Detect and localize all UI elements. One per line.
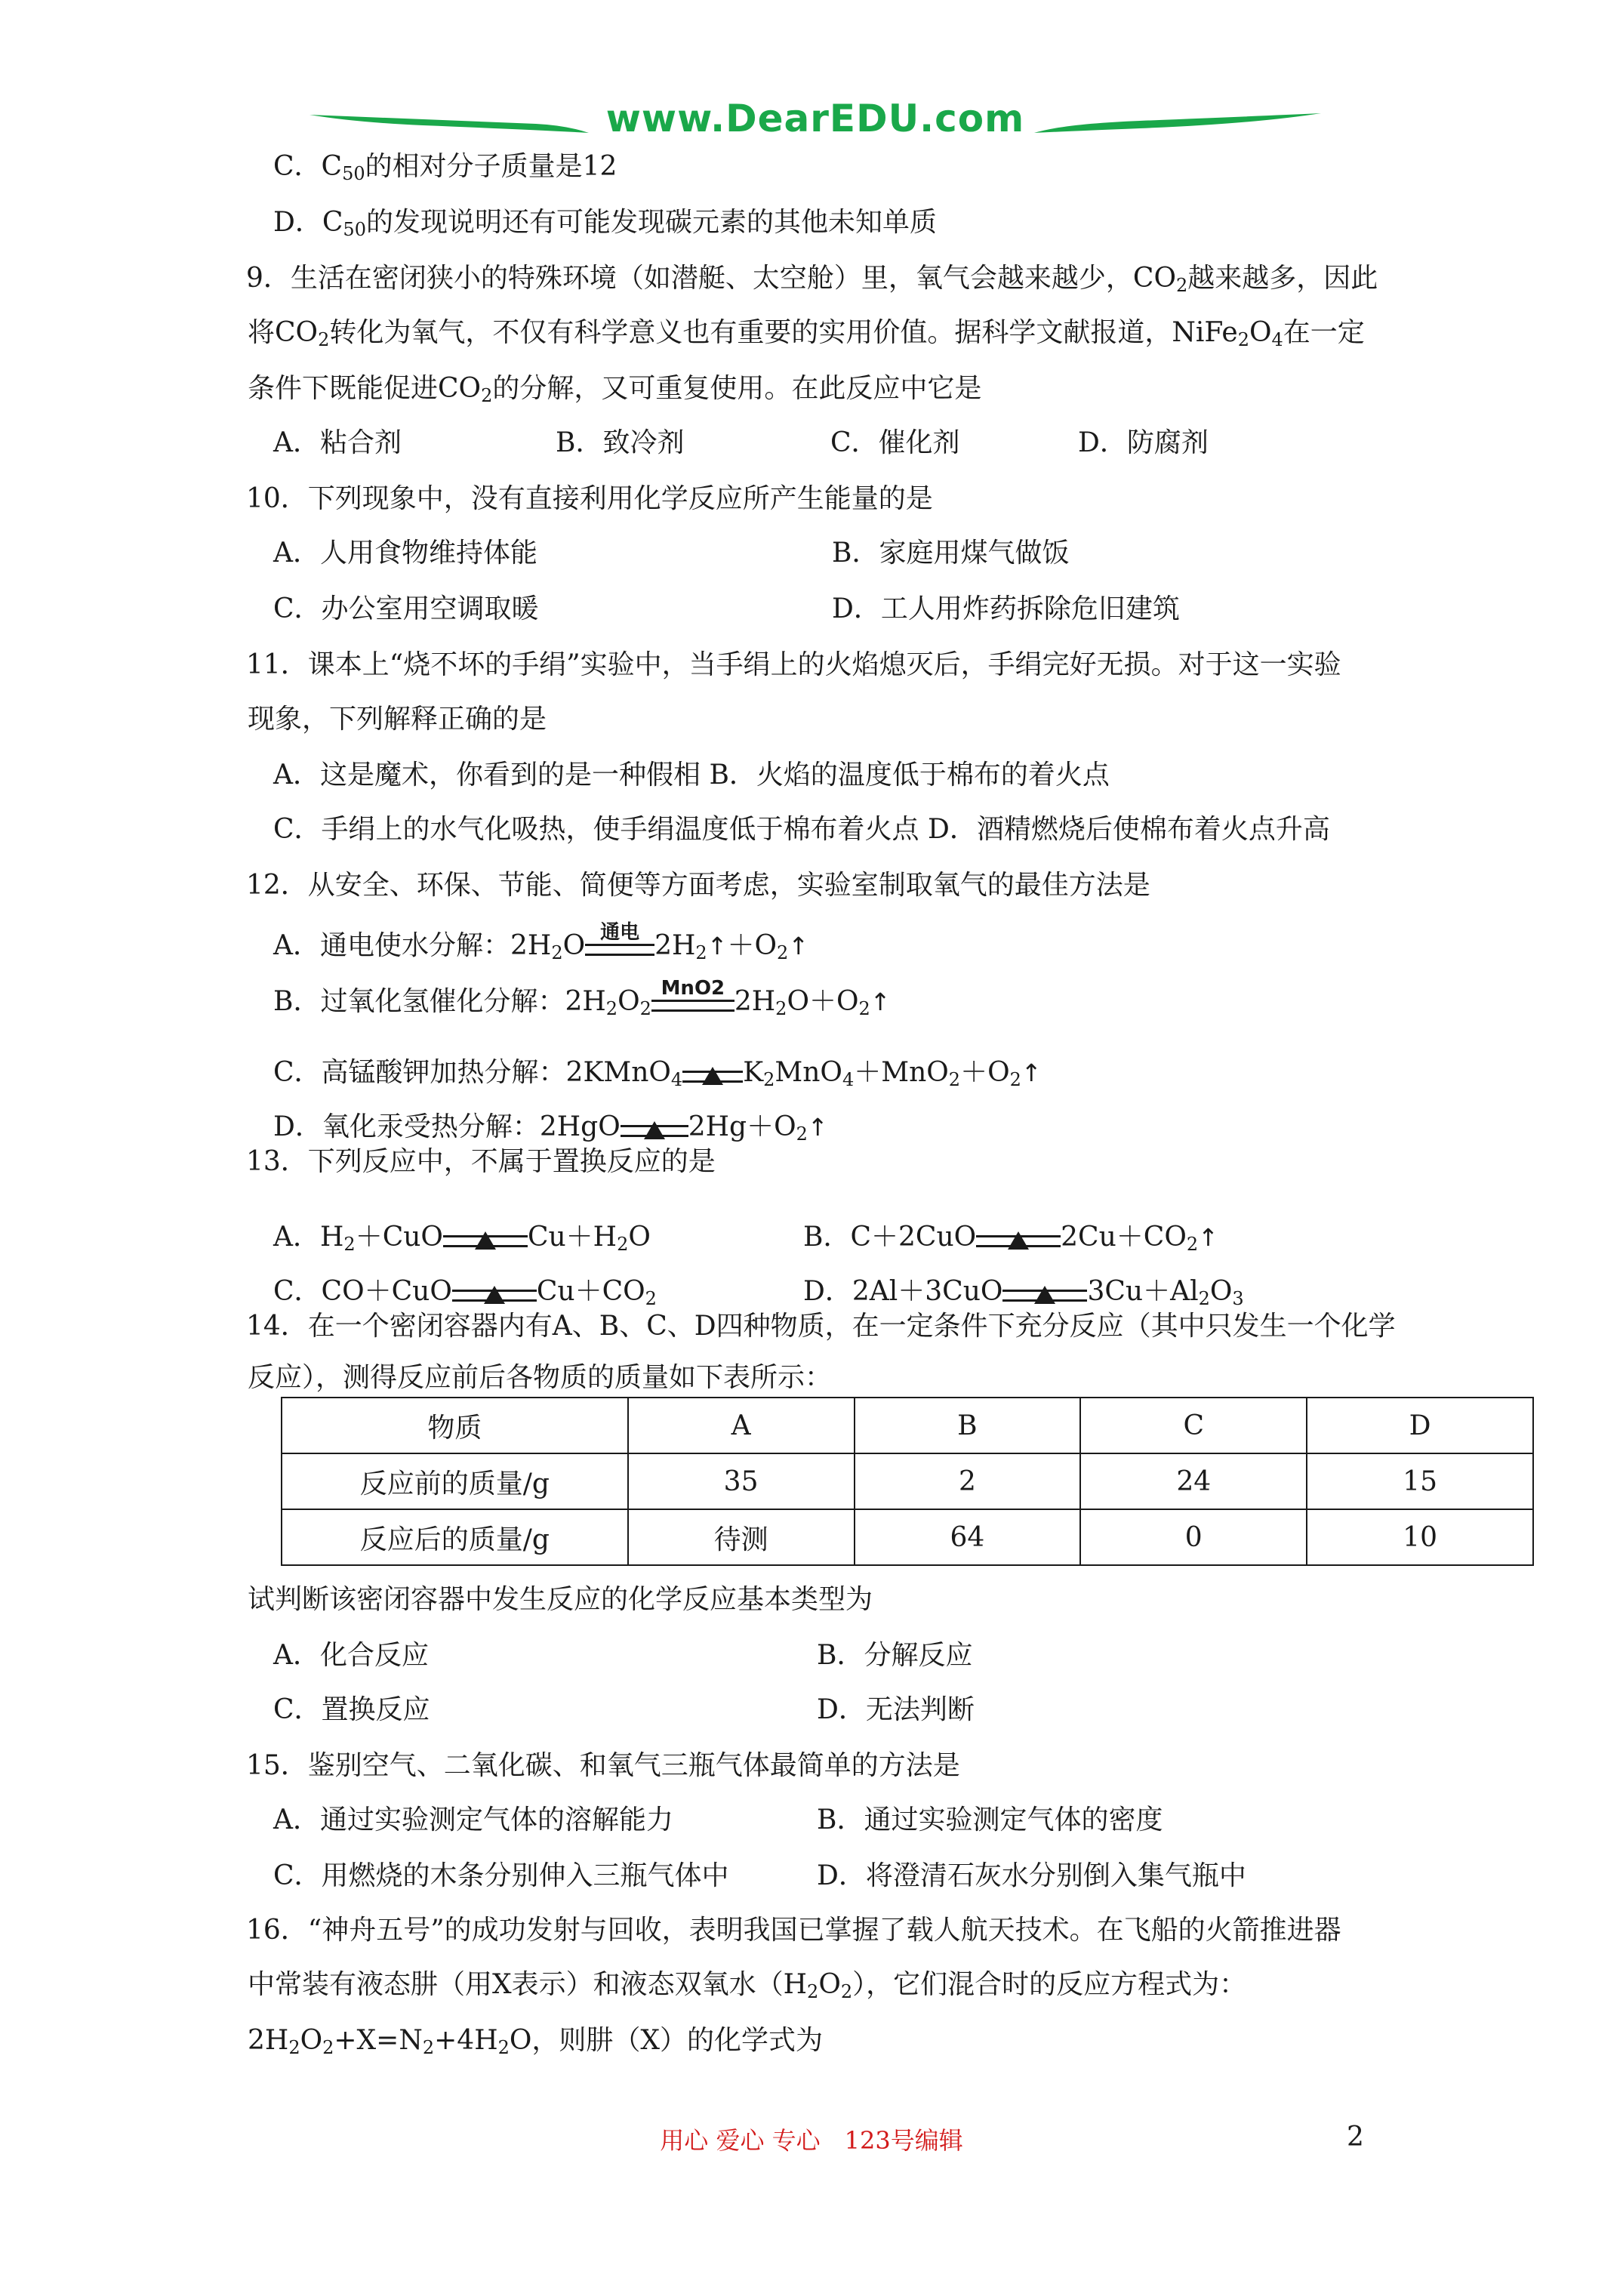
q9-stem-line1: 9．生活在密闭狭小的特殊环境（如潜艇、太空舱）里，氧气会越来越少，$CO_2$越来越多，因此: [246, 263, 1378, 296]
table-header-cell: A: [628, 1398, 855, 1453]
q10-option-a: A．人用食物维持体能: [273, 538, 537, 569]
q12-option-b: B．过氧化氢催化分解：$2H_2O_2$ MnO2 $2H_2O+O_2↑$: [273, 977, 891, 1019]
q14-option-c: C．置换反应: [273, 1694, 430, 1725]
q8-option-d: D．$C_{50}$的发现说明还有可能发现碳元素的其他未知单质: [273, 207, 937, 240]
q8-option-c: C．$C_{50}$的相对分子质量是12: [273, 151, 617, 184]
q14-question: 试判断该密闭容器中发生反应的化学反应基本类型为: [248, 1584, 873, 1615]
heat-triangle-icon: [644, 1090, 665, 1139]
q15-stem: 15．鉴别空气、二氧化碳、和氧气三瓶气体最简单的方法是: [246, 1750, 960, 1781]
site-logo-text[interactable]: www.DearEDU.com: [605, 97, 1025, 140]
q13-option-c: C．CO＋CuO $Cu+CO_2$: [273, 1253, 657, 1309]
table-cell: 待测: [628, 1509, 855, 1565]
q14-option-b: B．分解反应: [817, 1640, 973, 1671]
table-cell: 10: [1307, 1509, 1533, 1565]
q10-option-b: B．家庭用煤气做饭: [832, 538, 1070, 569]
q12-option-d: D．氧化汞受热分解：2HgO $2Hg+O_2↑$: [273, 1089, 828, 1145]
heat-triangle-icon: [1034, 1255, 1055, 1304]
q9-stem-line3: 条件下既能促进$CO_2$的分解，又可重复使用。在此反应中它是: [248, 373, 982, 406]
table-cell: 反应前的质量/g: [282, 1453, 628, 1509]
q10-stem: 10．下列现象中，没有直接利用化学反应所产生能量的是: [246, 483, 933, 514]
q14-stem-line1: 14．在一个密闭容器内有A、B、C、D四种物质，在一定条件下充分反应（其中只发生一个化学: [246, 1311, 1396, 1342]
q15-option-b: B．通过实验测定气体的密度: [817, 1804, 1163, 1835]
heat-triangle-icon: [702, 1036, 723, 1085]
electrolysis-condition: 通电: [600, 921, 640, 944]
q9-option-c: C．催化剂: [830, 427, 960, 458]
q11-options-ab: A．这是魔术，你看到的是一种假相 B．火焰的温度低于棉布的着火点: [273, 760, 1110, 791]
table-row: [282, 1453, 1533, 1509]
q14-stem-line2: 反应），测得反应前后各物质的质量如下表所示：: [248, 1362, 833, 1393]
q13-stem: 13．下列反应中，不属于置换反应的是: [246, 1146, 716, 1177]
page-number: 2: [1347, 2122, 1364, 2153]
q11-options-cd: C．手绢上的水气化吸热，使手绢温度低于棉布着火点 D．酒精燃烧后使棉布着火点升高: [273, 814, 1330, 845]
q9-option-a: A．粘合剂: [273, 427, 402, 458]
q9-option-b: B．致冷剂: [556, 427, 685, 458]
table-cell: 35: [628, 1453, 855, 1509]
catalyst-condition: MnO2: [661, 977, 725, 1000]
q16-stem-line2: 中常装有液态肼（用X表示）和液态双氧水$(H_2O_2)$，它们混合时的反应方程式为：: [248, 1969, 1247, 2002]
table-header-cell: B: [855, 1398, 1081, 1453]
q16-stem-line3: $2H_2O_2+X=N_2+4H_2O$，则肼（X）的化学式为: [248, 2025, 824, 2058]
heat-triangle-icon: [475, 1200, 496, 1250]
table-header-cell: D: [1307, 1398, 1533, 1453]
table-cell: 15: [1307, 1453, 1533, 1509]
q10-option-c: C．办公室用空调取暖: [273, 593, 539, 624]
table-header-row: [282, 1398, 1533, 1453]
q15-option-d: D．将澄清石灰水分别倒入集气瓶中: [817, 1860, 1246, 1891]
q13-option-d: D．2Al＋3CuO $3Cu+Al_2O_3$: [803, 1253, 1244, 1309]
q15-option-c: C．用燃烧的木条分别伸入三瓶气体中: [273, 1860, 729, 1891]
q16-stem-line1: 16．“神舟五号”的成功发射与回收，表明我国已掌握了载人航天技术。在飞船的火箭推进器: [246, 1915, 1341, 1946]
q12-stem: 12．从安全、环保、节能、简便等方面考虑，实验室制取氧气的最佳方法是: [246, 870, 1150, 901]
table-header-cell: C: [1080, 1398, 1307, 1453]
table-row: [282, 1509, 1533, 1565]
site-header: [310, 91, 1321, 159]
q10-option-d: D．工人用炸药拆除危旧建筑: [832, 593, 1180, 624]
q11-stem-line1: 11．课本上“烧不坏的手绢”实验中，当手绢上的火焰熄灭后，手绢完好无损。对于这一实验: [246, 649, 1341, 680]
q9-stem-line2: 将$CO_2$转化为氧气，不仅有科学意义也有重要的实用价值。据科学文献报道，$NiFe_2O_4$在一定: [248, 317, 1365, 350]
table-header-cell: 物质: [282, 1398, 628, 1453]
heat-triangle-icon: [1008, 1200, 1029, 1250]
q13-option-b: B．C＋2CuO $2Cu+CO_2↑$: [803, 1199, 1218, 1255]
q12-option-a: A．通电使水分解：$2H_2O$ 通电 $2H_2↑+O_2↑$: [273, 921, 809, 963]
q13-option-a: A．$H_2+CuO$ $Cu+H_2O$: [273, 1199, 651, 1255]
q12-option-c: C．高锰酸钾加热分解：2KMnO$_4$ $K_2MnO_4+MnO_2+O_2↑$: [273, 1034, 1042, 1090]
table-cell: 64: [855, 1509, 1081, 1565]
heat-triangle-icon: [484, 1255, 505, 1304]
table-cell: 反应后的质量/g: [282, 1509, 628, 1565]
q15-option-a: A．通过实验测定气体的溶解能力: [273, 1804, 673, 1835]
mass-table: [281, 1397, 1534, 1566]
table-cell: 2: [855, 1453, 1081, 1509]
q11-stem-line2: 现象，下列解释正确的是: [248, 704, 547, 735]
footer-editor-note: 用心 爱心 专心 123号编辑: [660, 2126, 963, 2155]
q14-option-d: D．无法判断: [817, 1694, 975, 1725]
q14-option-a: A．化合反应: [273, 1640, 429, 1671]
table-cell: 24: [1080, 1453, 1307, 1509]
q9-option-d: D．防腐剂: [1078, 427, 1209, 458]
table-cell: 0: [1080, 1509, 1307, 1565]
